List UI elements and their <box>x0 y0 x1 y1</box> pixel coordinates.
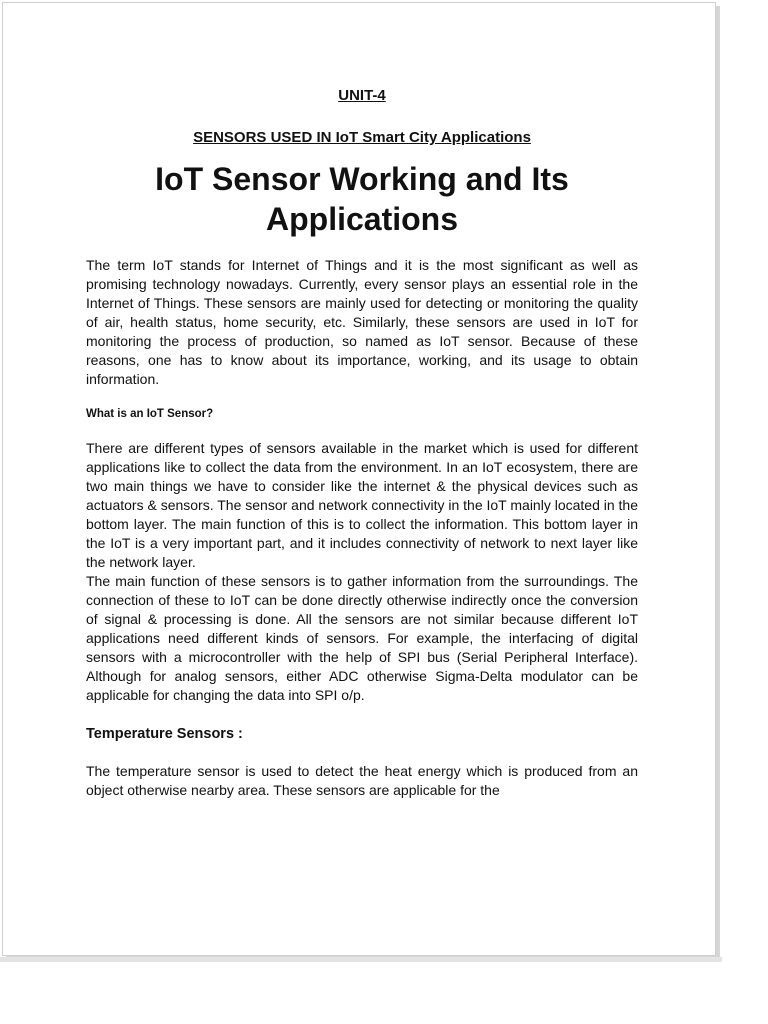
section-heading-temperature-sensors: Temperature Sensors : <box>86 726 243 742</box>
section-1-paragraph-1: There are different types of sensors available in the market which is used for different applications like to collect the data from the environment. In an IoT ecosystem, there are two main things we have to consider like the internet & the physical devices such as actuators & sensors. The sensor and network connectivity in the IoT mainly located in the bottom layer. The main function of this is to collect the information. This bottom layer in the IoT is a very important part, and it includes connectivity of network to next layer like the network layer. <box>86 440 638 570</box>
section-1-paragraph-2: The main function of these sensors is to gather information from the surroundings. The connection of these to IoT can be done directly otherwise indirectly once the conversion of signal & processing is done. All the sensors are not similar because different IoT applications need different kinds of sensors. For example, the interfacing of digital sensors with a microcontroller with the help of SPI bus (Serial Peripheral Interface). Although for analog sensors, either ADC otherwise Sigma-Delta modulator can be applicable for changing the data into SPI o/p. <box>86 573 638 703</box>
unit-heading: UNIT-4 <box>338 87 386 104</box>
page-content <box>86 86 638 800</box>
page-bottom-edge <box>0 957 722 962</box>
document-subtitle: SENSORS USED IN IoT Smart City Applications <box>193 129 531 146</box>
page-title: IoT Sensor Working and Its Applications <box>155 161 569 237</box>
section-heading-what-is-iot-sensor: What is an IoT Sensor? <box>86 408 214 420</box>
section-2-paragraph: The temperature sensor is used to detect the heat energy which is produced from an object otherwise nearby area. These sensors are applicable for the <box>86 763 638 798</box>
intro-paragraph: The term IoT stands for Internet of Things and it is the most significant as well as promising technology nowadays. Currently, every sensor plays an essential role in the Internet of Things. These sensors are mainly used for detecting or monitoring the quality of air, health status, home security, etc. Similarly, these sensors are used in IoT for monitoring the process of production, so named as IoT sensor. Because of these reasons, one has to know about its importance, working, and its usage to obtain information. <box>86 257 638 387</box>
